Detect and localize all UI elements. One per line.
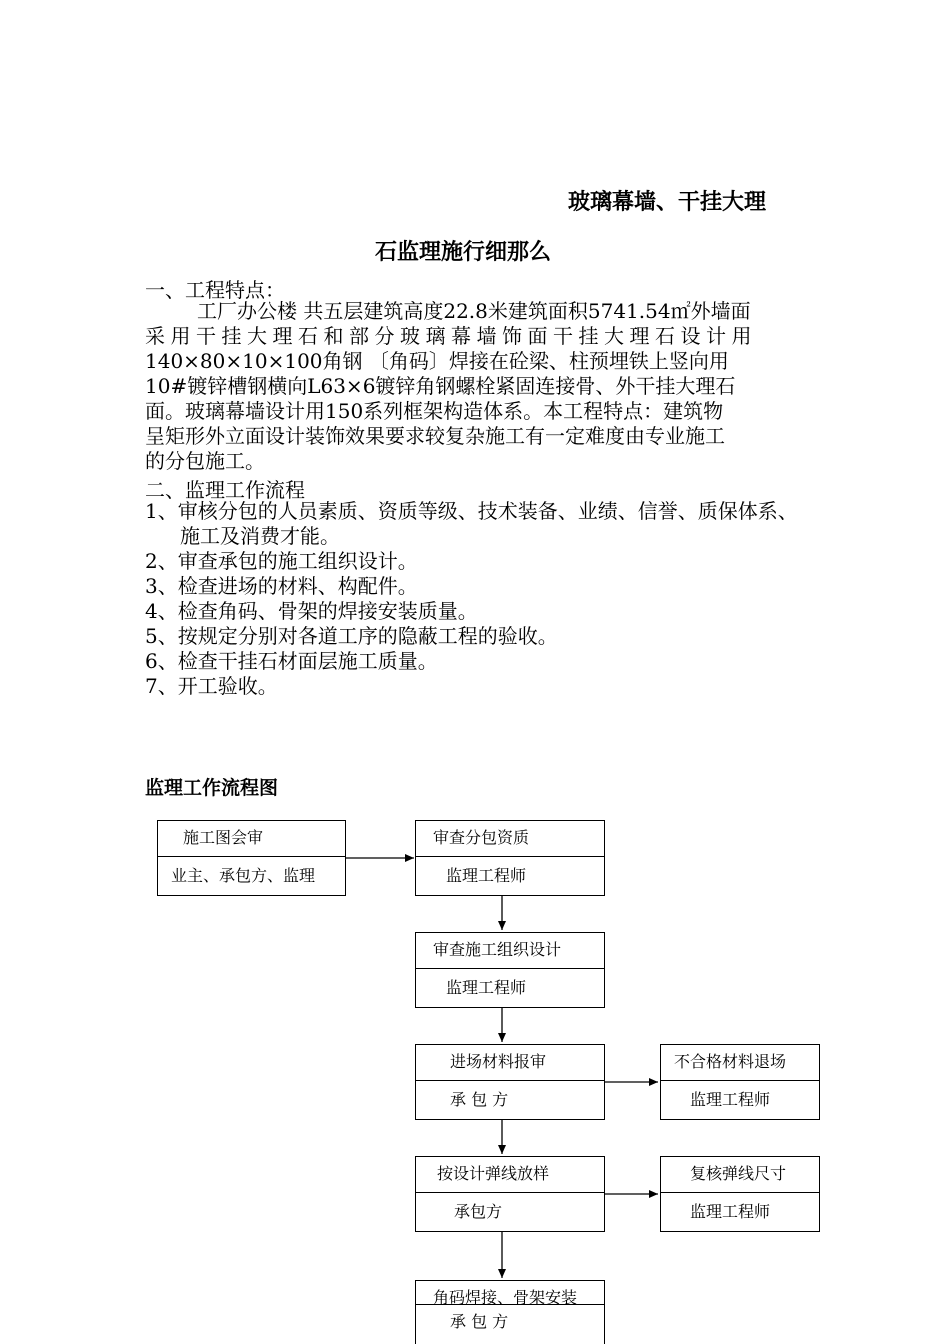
flow-box-step-label: 审查分包资质 xyxy=(433,828,530,847)
flow-box-step-label: 审查施工组织设计 xyxy=(433,940,562,959)
workflow-list-item: 6、检查干挂石材面层施工质量。 xyxy=(145,649,438,673)
workflow-list-item: 2、审查承包的施工组织设计。 xyxy=(145,549,418,573)
flow-box-construction-plan-review xyxy=(415,932,605,1008)
flow-box-responsible-party: 承 包 方 xyxy=(450,1090,509,1109)
flow-box-divider xyxy=(416,856,604,857)
flow-box-responsible-party: 监理工程师 xyxy=(690,1090,771,1109)
flow-box-divider xyxy=(416,968,604,969)
flow-box-divider xyxy=(416,1304,604,1305)
section-heading-project-features: 一、工程特点： xyxy=(145,278,285,302)
flow-box-verify-marking xyxy=(660,1156,820,1232)
flow-box-responsible-party: 业主、承包方、监理 xyxy=(171,866,316,885)
flow-box-step-label: 按设计弹线放样 xyxy=(437,1164,550,1183)
flow-box-step-label: 施工图会审 xyxy=(183,828,264,847)
paragraph-text: 采用干挂大理石和部分玻璃幕墙饰面干挂大理石设计用 xyxy=(145,324,757,348)
paragraph-text: 工厂办公楼 共五层建筑高度22.8米建筑面积5741.54㎡外墙面 xyxy=(197,299,751,323)
flowchart-title: 监理工作流程图 xyxy=(145,777,279,799)
flow-box-layout-marking xyxy=(415,1156,605,1232)
flow-box-step-label: 角码焊接、骨架安装 xyxy=(433,1288,578,1307)
paragraph-text: 10#镀锌槽钢横向L63×6镀锌角钢螺栓紧固连接骨、外干挂大理石 xyxy=(145,374,736,398)
flow-box-material-submission xyxy=(415,1044,605,1120)
workflow-list-item: 1、审核分包的人员素质、资质等级、技术装备、业绩、信誉、质保体系、施工及消费才能。 xyxy=(145,499,798,548)
section-heading-workflow: 二、监理工作流程 xyxy=(145,478,305,502)
document-title-line-2: 石监理施行细那么 xyxy=(375,240,552,265)
paragraph-text: 面。玻璃幕墙设计用150系列框架构造体系。本工程特点：建筑物 xyxy=(145,399,724,423)
flow-box-responsible-party: 监理工程师 xyxy=(446,978,527,997)
flow-box-step-label: 不合格材料退场 xyxy=(674,1052,787,1071)
flow-box-divider xyxy=(416,1192,604,1193)
flow-box-responsible-party: 监理工程师 xyxy=(690,1202,771,1221)
workflow-list-item: 5、按规定分别对各道工序的隐蔽工程的验收。 xyxy=(145,624,558,648)
flow-box-subcontractor-qualification xyxy=(415,820,605,896)
flow-box-responsible-party: 监理工程师 xyxy=(446,866,527,885)
document-title-line-1: 玻璃幕墙、干挂大理 xyxy=(568,190,767,215)
paragraph-text: 呈矩形外立面设计装饰效果要求较复杂施工有一定难度由专业施工 xyxy=(145,424,725,448)
flow-box-divider xyxy=(661,1192,819,1193)
flow-box-drawing-review xyxy=(157,820,346,896)
flow-box-step-label: 复核弹线尺寸 xyxy=(690,1164,787,1183)
flow-box-responsible-party: 承包方 xyxy=(454,1202,503,1221)
flow-box-divider xyxy=(661,1080,819,1081)
flow-box-divider xyxy=(416,1080,604,1081)
workflow-list-item: 4、检查角码、骨架的焊接安装质量。 xyxy=(145,599,478,623)
paragraph-text: 140×80×10×100角钢 〔角码〕焊接在砼梁、柱预埋铁上竖向用 xyxy=(145,349,729,373)
paragraph-text: 的分包施工。 xyxy=(145,449,265,473)
workflow-list-item: 3、检查进场的材料、构配件。 xyxy=(145,574,418,598)
flow-box-responsible-party: 承 包 方 xyxy=(450,1312,509,1331)
flow-box-reject-materials xyxy=(660,1044,820,1120)
flow-box-divider xyxy=(158,856,345,857)
flow-box-bracket-welding xyxy=(415,1280,605,1344)
workflow-list-item: 7、开工验收。 xyxy=(145,674,278,698)
flow-box-step-label: 进场材料报审 xyxy=(450,1052,547,1071)
